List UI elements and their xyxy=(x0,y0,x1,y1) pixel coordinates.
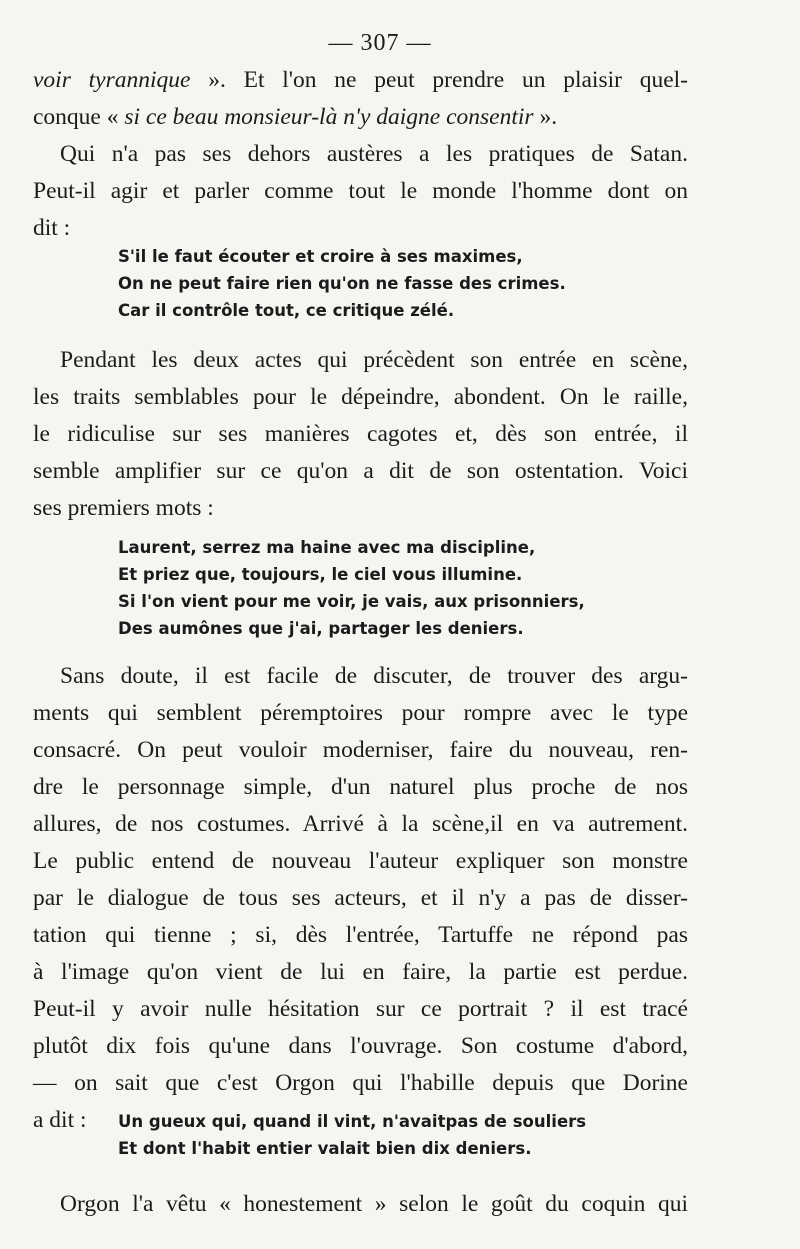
paragraph-line: Le public entend de nouveau l'auteur expliquer son monstre xyxy=(33,848,688,874)
paragraph-line: les traits semblables pour le dépeindre, abondent. On le raille, xyxy=(33,384,688,410)
verse-line: Et dont l'habit entier valait bien dix deniers. xyxy=(118,1139,532,1158)
paragraph-line: semble amplifier sur ce qu'on a dit de son ostentation. Voici xyxy=(33,458,688,484)
verse-quote-2 xyxy=(118,534,585,642)
verse-quote-3 xyxy=(118,1108,586,1162)
verse-line: Si l'on vient pour me voir, je vais, aux prisonniers, xyxy=(118,592,585,611)
paragraph-line: — on sait que c'est Orgon qui l'habille depuis que Dorine xyxy=(33,1070,688,1096)
paragraph-line: a dit : xyxy=(33,1107,87,1133)
paragraph-5 xyxy=(33,1186,688,1223)
paragraph-line: dre le personnage simple, d'un naturel plus proche de nos xyxy=(33,774,688,800)
paragraph-2 xyxy=(33,136,688,247)
paragraph-line xyxy=(33,62,688,99)
paragraph-line: Qui n'a pas ses dehors austères a les pratiques de Satan. xyxy=(60,141,688,167)
italic-quote: si ce beau monsieur-là n'y daigne consentir xyxy=(124,104,534,130)
line-text: conque « xyxy=(33,104,125,130)
paragraph-line: tation qui tienne ; si, dès l'entrée, Tartuffe ne répond pas xyxy=(33,922,688,948)
paragraph-line: par le dialogue de tous ses acteurs, et il n'y a pas de disser- xyxy=(33,885,688,911)
verse-line: S'il le faut écouter et croire à ses maximes, xyxy=(118,247,523,266)
verse-quote-1 xyxy=(118,243,566,324)
paragraph-line: allures, de nos costumes. Arrivé à la scène,il en va autrement. xyxy=(33,811,688,837)
paragraph-line: Sans doute, il est facile de discuter, de trouver des argu- xyxy=(60,663,688,689)
verse-line: Un gueux qui, quand il vint, n'avaitpas de souliers xyxy=(118,1112,587,1131)
verse-line: Des aumônes que j'ai, partager les deniers. xyxy=(118,619,524,638)
verse-line: On ne peut faire rien qu'on ne fasse des crimes. xyxy=(118,274,566,293)
line-text: ». xyxy=(533,104,558,130)
line-text: ». Et l'on ne peut prendre un plaisir quel- xyxy=(190,67,688,93)
verse-line: Et priez que, toujours, le ciel vous illumine. xyxy=(118,565,523,584)
paragraph-4 xyxy=(33,658,688,1139)
paragraph-line: Pendant les deux actes qui précèdent son entrée en scène, xyxy=(60,347,688,373)
italic-quote: voir tyrannique xyxy=(33,67,191,93)
verse-line: Car il contrôle tout, ce critique zélé. xyxy=(118,301,455,320)
page-number: — 307 — xyxy=(328,30,432,56)
paragraph-line: plutôt dix fois qu'une dans l'ouvrage. Son costume d'abord, xyxy=(33,1033,688,1059)
paragraph-3 xyxy=(33,342,688,527)
paragraph-line: ments qui semblent péremptoires pour rompre avec le type xyxy=(33,700,688,726)
paragraph-line: ses premiers mots : xyxy=(33,495,214,521)
paragraph-line: consacré. On peut vouloir moderniser, faire du nouveau, ren- xyxy=(33,737,688,763)
verse-line: Laurent, serrez ma haine avec ma discipline, xyxy=(118,538,536,557)
paragraph-line xyxy=(33,99,688,136)
paragraph-1 xyxy=(33,62,688,136)
paragraph-line: Peut-il y avoir nulle hésitation sur ce portrait ? il est tracé xyxy=(33,996,688,1022)
paragraph-line: dit : xyxy=(33,215,71,241)
paragraph-line: à l'image qu'on vient de lui en faire, la partie est perdue. xyxy=(33,959,688,985)
paragraph-line: Peut-il agir et parler comme tout le monde l'homme dont on xyxy=(33,178,688,204)
paragraph-line: le ridiculise sur ses manières cagotes et, dès son entrée, il xyxy=(33,421,688,447)
paragraph-line: Orgon l'a vêtu « honestement » selon le goût du coquin qui xyxy=(60,1191,688,1217)
